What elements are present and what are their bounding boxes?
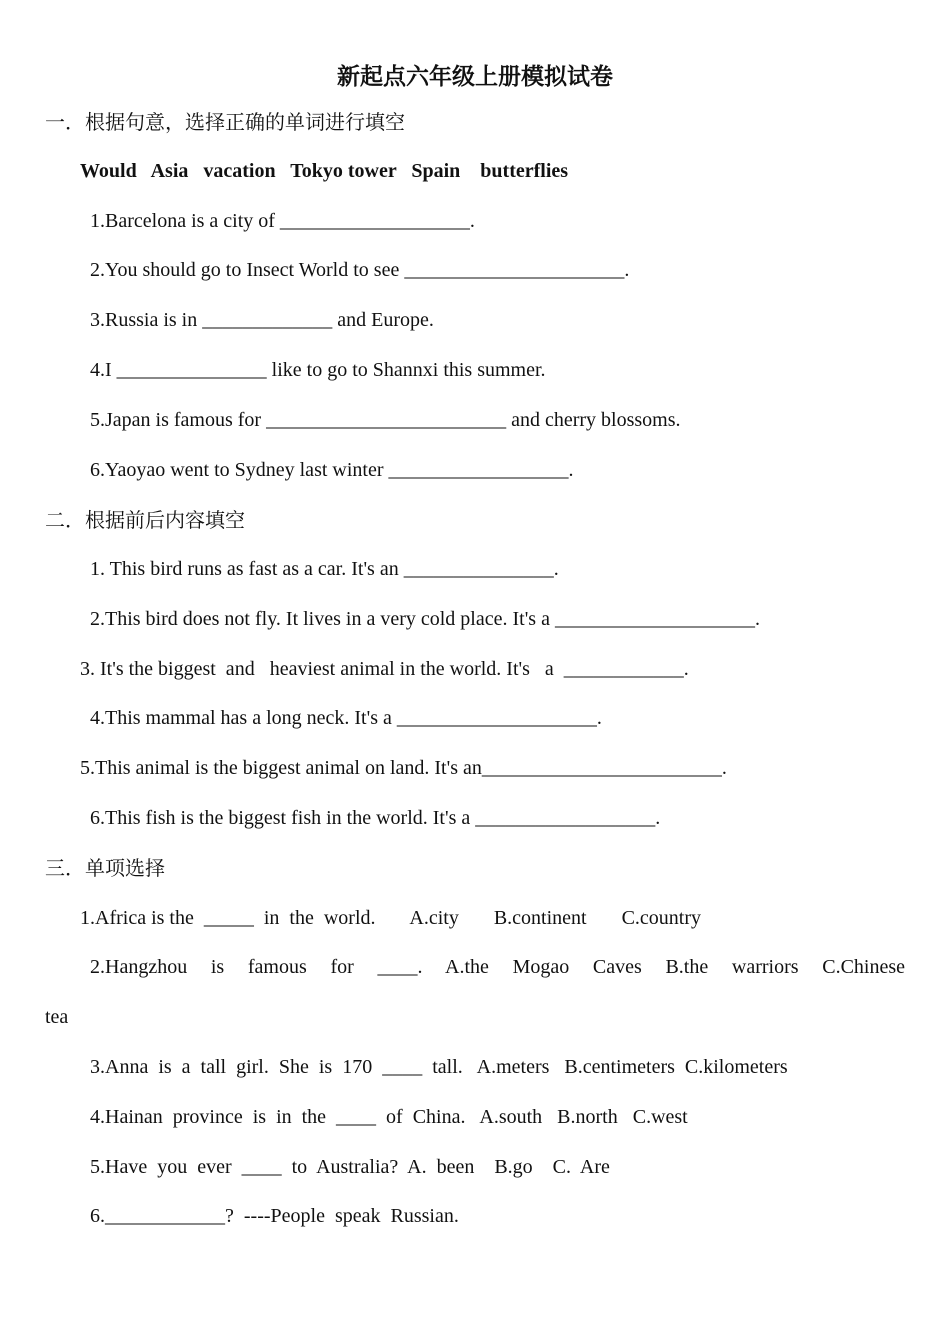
s3-question-1: 1.Africa is the _____ in the world. A.city B.continent C.country [80,907,702,929]
s3-question-4: 4.Hainan province is in the ____ of China. A.south B.north C.west [90,1106,688,1128]
word-bank: Would Asia vacation Tokyo tower Spain butterflies [80,160,569,182]
s1-question-4: 4.I _______________ like to go to Shannxi this summer. [90,359,546,381]
s1-question-2: 2.You should go to Insect World to see ______________________. [90,259,630,281]
s3-question-6: 6.____________? ----People speak Russian. [90,1205,459,1227]
s1-question-3: 3.Russia is in _____________ and Europe. [90,309,434,331]
s3-question-2: 2.Hangzhou is famous for ____. A.the Mogao Caves B.the warriors C.Chinese [90,956,905,978]
s3-question-2-continued: tea [45,1006,69,1028]
page-title: 新起点六年级上册模拟试卷 [337,64,613,90]
s3-question-3: 3.Anna is a tall girl. She is 170 ____ tall. A.meters B.centimeters C.kilometers [90,1056,788,1078]
s2-question-1: 1. This bird runs as fast as a car. It's an _______________. [90,558,559,580]
s3-question-5: 5.Have you ever ____ to Australia? A. been B.go C. Are [90,1156,610,1178]
s2-question-5: 5.This animal is the biggest animal on land. It's an________________________. [80,757,727,779]
section1-heading: 一．根据句意，选择正确的单词进行填空 [45,110,405,134]
section3-heading: 三．单项选择 [45,856,165,880]
s1-question-1: 1.Barcelona is a city of ___________________. [90,210,475,232]
s1-question-5: 5.Japan is famous for ________________________ and cherry blossoms. [90,409,681,431]
s2-question-3: 3. It's the biggest and heaviest animal in the world. It's a ____________. [80,658,689,680]
s1-question-6: 6.Yaoyao went to Sydney last winter __________________. [90,459,574,481]
section2-heading: 二．根据前后内容填空 [45,508,245,532]
s2-question-6: 6.This fish is the biggest fish in the world. It's a __________________. [90,807,661,829]
s2-question-2: 2.This bird does not fly. It lives in a very cold place. It's a ____________________. [90,608,760,630]
s2-question-4: 4.This mammal has a long neck. It's a ____________________. [90,707,602,729]
